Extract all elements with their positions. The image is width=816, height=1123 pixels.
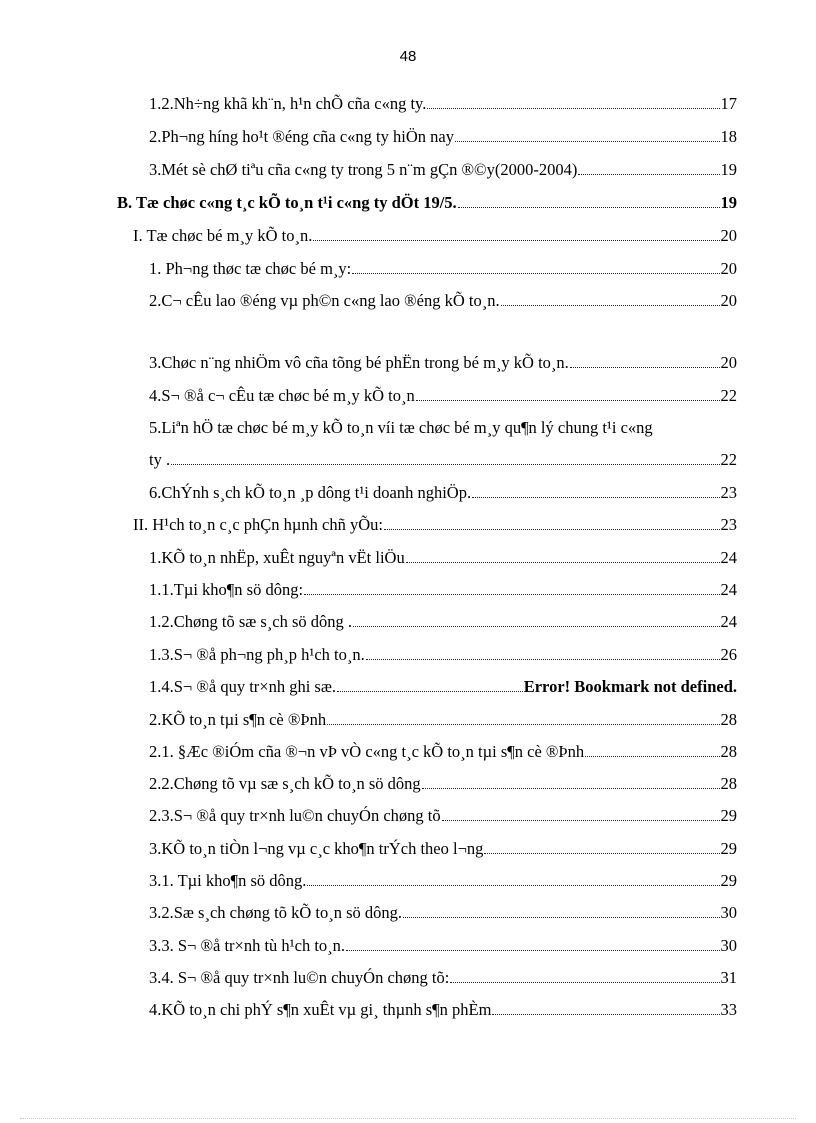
dot-leader (416, 399, 720, 401)
toc-entry-title: 3.1. Tµi kho¶n sö dông. (149, 871, 307, 890)
dot-leader (458, 206, 720, 208)
toc-entry-page: 20 (720, 259, 737, 278)
toc-entry-page: 31 (720, 968, 737, 987)
toc-entry-page: 28 (720, 742, 737, 761)
toc-entry-title: 6.ChÝnh s¸ch kÕ to¸n ¸p dông t¹i doanh nghiÖp. (149, 483, 472, 502)
dot-leader (346, 949, 719, 951)
toc-entry-page: 29 (720, 806, 737, 825)
dot-leader (403, 916, 720, 918)
toc-entry-page: 28 (720, 774, 737, 793)
toc-entry-title: 5.Liªn hÖ tæ chøc bé m¸y kÕ to¸n víi tæ chøc bé m¸y qu¶n lý chung t¹i c«ng (149, 418, 653, 437)
toc-entry-title: 1.3.S¬ ®å ph¬ng ph¸p h¹ch to¸n. (149, 645, 365, 664)
toc-entry-page: 30 (720, 903, 737, 922)
dot-leader (307, 884, 719, 886)
toc-entry-title: 4.S¬ ®å c¬ cÊu tæ chøc bé m¸y kÕ to¸n (149, 386, 415, 405)
toc-entry-title: 3.KÕ to¸n tiÒn l¬ng vµ c¸c kho¶n trÝch theo l¬ng (149, 839, 484, 858)
page-number: 48 (399, 48, 417, 65)
toc-entry[interactable] (149, 579, 737, 601)
toc-entry-title: I. Tæ chøc bé m¸y kÕ to¸n. (133, 226, 313, 245)
dot-leader (578, 173, 719, 175)
toc-entry-page: 19 (720, 160, 737, 179)
toc-entry[interactable] (149, 93, 737, 115)
dot-leader (171, 463, 719, 465)
dot-leader (484, 852, 719, 854)
dot-leader (304, 593, 719, 595)
toc-entry-page: 22 (720, 386, 737, 405)
toc-entry[interactable] (133, 514, 737, 536)
toc-entry-page: 19 (720, 193, 737, 212)
toc-entry-title: 1.2.Nh÷ng khã kh¨n, h¹n chÕ cña c«ng ty. (149, 94, 427, 113)
toc-entry[interactable] (149, 482, 737, 504)
dot-leader (352, 272, 719, 274)
toc-entry-wrapped-line[interactable] (149, 417, 737, 439)
toc-entry-page: 23 (720, 515, 737, 534)
dot-leader (585, 755, 719, 757)
toc-entry[interactable] (149, 773, 737, 795)
toc-entry-title: 3.Mét sè chØ tiªu cña c«ng ty trong 5 n¨m gÇn ®©y(2000-2004) (149, 160, 578, 179)
toc-entry-title: 3.4. S¬ ®å quy tr×nh lu©n chuyÓn chøng tõ: (149, 968, 450, 987)
dot-leader (472, 496, 719, 498)
toc-entry-title: 2.1. §Æc ®iÓm cña ®¬n vÞ vÒ c«ng t¸c kÕ to¸n tµi s¶n cè ®Þnh (149, 742, 585, 761)
toc-entry[interactable] (149, 935, 737, 957)
toc-entry-title: 3.3. S¬ ®å tr×nh tù h¹ch to¸n. (149, 936, 346, 955)
toc-entry[interactable] (149, 126, 737, 148)
toc-entry-title: 1. Ph¬ng thøc tæ chøc bé m¸y: (149, 259, 352, 278)
toc-entry-title: 1.4.S¬ ®å quy tr×nh ghi sæ. (149, 677, 336, 696)
toc-entry-page: 29 (720, 871, 737, 890)
page-bottom-divider (20, 1118, 796, 1119)
toc-entry-title: 2.Ph¬ng híng ho¹t ®éng cña c«ng ty hiÖn nay (149, 127, 454, 146)
toc-entry-title: 1.1.Tµi kho¶n sö dông: (149, 580, 304, 599)
toc-section-heading[interactable] (117, 192, 737, 214)
toc-entry-title: 3.2.Sæ s¸ch chøng tõ kÕ to¸n sö dông. (149, 903, 402, 922)
toc-entry-page: 20 (720, 353, 737, 372)
toc-entry[interactable] (149, 741, 737, 763)
dot-leader (570, 366, 720, 368)
toc-entry-title: 3.Chøc n¨ng nhiÖm vô cña tõng bé phËn trong bé m¸y kÕ to¸n. (149, 353, 569, 372)
toc-entry-page: 17 (720, 94, 737, 113)
toc-entry-page: 20 (720, 226, 737, 245)
dot-leader (366, 658, 720, 660)
dot-leader (337, 690, 523, 692)
toc-entry-title: 4.KÕ to¸n chi phÝ s¶n xuÊt vµ gi¸ thµnh s¶n phÈm (149, 1000, 492, 1019)
toc-entry[interactable] (149, 352, 737, 374)
toc-entry-page: 22 (720, 450, 737, 469)
toc-entry-title: ty . (149, 450, 171, 469)
toc-entry-page: 24 (720, 548, 737, 567)
dot-leader (313, 239, 719, 241)
toc-entry[interactable] (149, 902, 737, 924)
toc-entry-page: 20 (720, 291, 737, 310)
toc-entry-page: 18 (720, 127, 737, 146)
dot-leader (406, 561, 720, 563)
toc-entry[interactable] (149, 805, 737, 827)
toc-entry[interactable] (149, 547, 737, 569)
dot-leader (422, 787, 720, 789)
dot-leader (450, 981, 719, 983)
toc-entry[interactable] (149, 290, 737, 312)
toc-entry[interactable] (149, 676, 737, 698)
toc-entry-page: 28 (720, 710, 737, 729)
toc-entry[interactable] (149, 258, 737, 280)
dot-leader (427, 107, 719, 109)
toc-entry-page: 24 (720, 580, 737, 599)
toc-entry-page: 23 (720, 483, 737, 502)
toc-entry-title: B. Tæ chøc c«ng t¸c kÕ to¸n t¹i c«ng ty dÖt 19/5. (117, 193, 457, 212)
toc-entry[interactable] (133, 225, 737, 247)
toc-entry-page: 26 (720, 645, 737, 664)
toc-entry-title: II. H¹ch to¸n c¸c phÇn hµnh chñ yÕu: (133, 515, 383, 534)
toc-entry-title: 2.2.Chøng tõ vµ sæ s¸ch kÕ to¸n sö dông (149, 774, 421, 793)
toc-entry[interactable] (149, 709, 737, 731)
toc-entry[interactable] (149, 611, 737, 633)
toc-entry-title: 2.3.S¬ ®å quy tr×nh lu©n chuyÓn chøng tõ (149, 806, 441, 825)
toc-entry[interactable] (149, 385, 737, 407)
toc-entry[interactable] (149, 449, 737, 471)
toc-entry-page: 29 (720, 839, 737, 858)
dot-leader (327, 723, 719, 725)
toc-entry[interactable] (149, 159, 737, 181)
toc-entry-title: 2.C¬ cÊu lao ®éng vµ ph©n c«ng lao ®éng kÕ to¸n. (149, 291, 500, 310)
dot-leader (353, 625, 719, 627)
toc-entry-title: 1.2.Chøng tõ sæ s¸ch sö dông . (149, 612, 353, 631)
toc-entry[interactable] (149, 644, 737, 666)
toc-entry[interactable] (149, 999, 737, 1021)
toc-entry-page: 30 (720, 936, 737, 955)
dot-leader (442, 819, 720, 821)
dot-leader (455, 140, 720, 142)
toc-entry[interactable] (149, 967, 737, 989)
dot-leader (384, 528, 720, 530)
toc-entry-page: 33 (720, 1000, 737, 1019)
toc-entry-title: 1.KÕ to¸n nhËp, xuÊt nguyªn vËt liÖu (149, 548, 405, 567)
toc-entry-title: 2.KÕ to¸n tµi s¶n cè ®Þnh (149, 710, 327, 729)
dot-leader (501, 304, 720, 306)
toc-entry-page: 24 (720, 612, 737, 631)
dot-leader (492, 1013, 719, 1015)
toc-entry[interactable] (149, 870, 737, 892)
bookmark-error-text: Error! Bookmark not defined. (523, 677, 737, 696)
toc-entry[interactable] (149, 838, 737, 860)
